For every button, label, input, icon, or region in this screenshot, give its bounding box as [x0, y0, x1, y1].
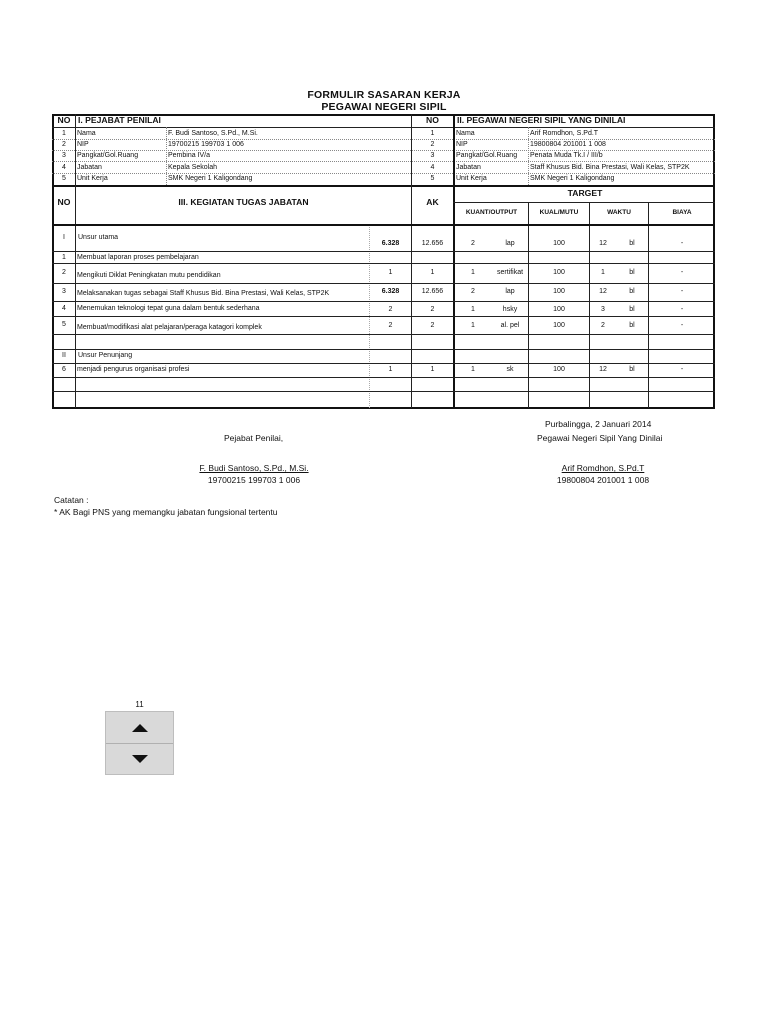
- arrow-down-icon: [132, 755, 148, 763]
- row-no: II: [62, 352, 66, 359]
- row-waktu: 12: [599, 366, 607, 373]
- biaya-header: BIAYA: [672, 209, 692, 216]
- pejabat-pangkat-value: Pembina IV/a: [168, 152, 211, 159]
- pejabat-row-label: NIP: [77, 141, 89, 148]
- row-kuant-unit: lap: [505, 288, 515, 295]
- previous-page-button[interactable]: [106, 712, 173, 744]
- pegawai-nip-value: 19800804 201001 1 008: [530, 141, 606, 148]
- place-date: Purbalingga, 2 Januari 2014: [545, 419, 652, 429]
- row-waktu: 2: [601, 322, 605, 329]
- row-waktu: 1: [601, 269, 605, 276]
- row-kuant-unit: hsky: [502, 306, 518, 313]
- row-value: 2: [388, 322, 393, 329]
- page-number: 11: [135, 700, 144, 709]
- row-waktu-unit: bl: [629, 306, 635, 313]
- row-waktu: 3: [601, 306, 605, 313]
- pejabat-role: Pejabat Penilai,: [224, 433, 284, 443]
- note-text: * AK Bagi PNS yang memangku jabatan fungsional tertentu: [54, 507, 278, 517]
- row-waktu-unit: bl: [629, 240, 635, 247]
- pejabat-signature-nip: 19700215 199703 1 006: [207, 475, 301, 485]
- arrow-up-icon: [132, 724, 148, 732]
- row-kual: 100: [553, 288, 565, 295]
- pejabat-nip-value: 19700215 199703 1 006: [168, 141, 244, 148]
- row-kegiatan: Membuat/modifikasi alat pelajaran/peraga katagori komplek: [77, 324, 262, 331]
- row-kegiatan: Melaksanakan tugas sebagai Staff Khusus Bid. Bina Prestasi, Wali Kelas, STP2K: [77, 290, 330, 297]
- row-waktu: 12: [599, 288, 607, 295]
- row-no: I: [63, 234, 65, 241]
- pegawai-jabatan-value: Staff Khusus Bid. Bina Prestasi, Wali Kelas, STP2K: [530, 164, 690, 171]
- pejabat-row-label: Pangkat/Gol.Ruang: [77, 152, 139, 159]
- row-kuant: 1: [471, 366, 475, 373]
- kegiatan-no-header: NO: [57, 197, 71, 207]
- left-no-header: NO: [57, 115, 71, 125]
- row-kuant-unit: sk: [506, 366, 514, 373]
- pegawai-name-value: Arif Romdhon, S.Pd.T: [530, 130, 599, 137]
- pejabat-unit-value: SMK Negeri 1 Kaligondang: [168, 175, 253, 182]
- pejabat-signature-name: F. Budi Santoso, S.Pd., M.Si.: [199, 463, 309, 473]
- kegiatan-header: III. KEGIATAN TUGAS JABATAN: [178, 197, 309, 207]
- row-biaya: -: [680, 288, 684, 295]
- pegawai-row-no: 1: [430, 130, 435, 137]
- note-title: Catatan :: [54, 495, 89, 505]
- row-value: 2: [388, 306, 393, 313]
- row-waktu-unit: bl: [629, 322, 635, 329]
- row-kuant: 1: [471, 322, 475, 329]
- row-kual: 100: [553, 269, 565, 276]
- row-kegiatan: Unsur utama: [78, 234, 119, 241]
- pegawai-row-no: 5: [430, 175, 435, 182]
- row-biaya: -: [680, 269, 684, 276]
- pegawai-row-label: Jabatan: [456, 164, 481, 171]
- row-no: 1: [62, 254, 66, 261]
- pejabat-jabatan-value: Kepala Sekolah: [168, 164, 218, 171]
- row-ak: 12.656: [421, 288, 444, 295]
- row-biaya: -: [680, 322, 684, 329]
- form-subtitle: PEGAWAI NEGERI SIPIL: [321, 101, 447, 113]
- next-page-button[interactable]: [106, 743, 173, 774]
- row-ak: 12.656: [421, 240, 444, 247]
- row-kegiatan: Mengikuti Diklat Peningkatan mutu pendidikan: [77, 272, 221, 279]
- row-value: 6.328: [381, 288, 400, 295]
- row-kuant: 1: [471, 306, 475, 313]
- pegawai-unit-value: SMK Negeri 1 Kaligondang: [530, 175, 615, 182]
- row-kual: 100: [553, 306, 565, 313]
- row-kual: 100: [553, 240, 565, 247]
- row-no: 6: [62, 366, 66, 373]
- pegawai-row-label: Nama: [456, 130, 475, 137]
- waktu-header: WAKTU: [607, 209, 631, 216]
- target-header: TARGET: [567, 188, 603, 198]
- row-ak: 1: [430, 366, 435, 373]
- pejabat-row-no: 1: [62, 130, 66, 137]
- row-kegiatan: menjadi pengurus organisasi profesi: [77, 366, 190, 373]
- row-biaya: -: [680, 366, 684, 373]
- row-ak: 2: [430, 322, 435, 329]
- pejabat-row-no: 4: [62, 164, 66, 171]
- row-biaya: -: [680, 240, 684, 247]
- row-no: 4: [62, 305, 66, 312]
- pejabat-penilai-header: I. PEJABAT PENILAI: [78, 115, 161, 125]
- pejabat-row-label: Jabatan: [77, 164, 102, 171]
- pegawai-dinilai-header: II. PEGAWAI NEGERI SIPIL YANG DINILAI: [457, 115, 626, 125]
- pejabat-row-no: 2: [62, 141, 66, 148]
- row-kegiatan: Unsur Penunjang: [78, 352, 133, 359]
- pejabat-row-label: Nama: [77, 130, 96, 137]
- pegawai-pangkat-value: Penata Muda Tk.I / III/b: [530, 152, 603, 159]
- pegawai-row-no: 4: [430, 164, 435, 171]
- row-no: 2: [62, 269, 66, 276]
- row-kuant: 2: [471, 240, 475, 247]
- kuant-output-header: KUANT/OUTPUT: [465, 209, 518, 216]
- row-no: 3: [62, 288, 66, 295]
- pejabat-row-label: Unit Kerja: [77, 175, 108, 182]
- row-ak: 1: [430, 269, 435, 276]
- form-title: FORMULIR SASARAN KERJA: [307, 89, 461, 101]
- row-waktu-unit: bl: [629, 288, 635, 295]
- right-no-header: NO: [426, 115, 439, 125]
- pegawai-row-label: Unit Kerja: [456, 175, 487, 182]
- row-kuant-unit: lap: [505, 240, 515, 247]
- row-ak: 2: [430, 306, 435, 313]
- row-kual: 100: [553, 322, 565, 329]
- row-kuant-unit: sertifikat: [496, 269, 524, 276]
- pegawai-row-no: 3: [430, 152, 435, 159]
- row-kegiatan: Menemukan teknologi tepat guna dalam bentuk sederhana: [77, 305, 260, 312]
- pejabat-row-no: 3: [62, 152, 66, 159]
- row-kual: 100: [553, 366, 565, 373]
- kual-mutu-header: KUAL/MUTU: [539, 209, 579, 216]
- pegawai-signature-nip: 19800804 201001 1 008: [556, 475, 650, 485]
- row-waktu: 12: [599, 240, 607, 247]
- pegawai-row-label: NIP: [456, 141, 468, 148]
- pejabat-name-value: F. Budi Santoso, S.Pd., M.Si.: [168, 130, 258, 137]
- pejabat-row-no: 5: [62, 175, 66, 182]
- pegawai-row-label: Pangkat/Gol.Ruang: [456, 152, 518, 159]
- row-kuant: 1: [471, 269, 475, 276]
- row-waktu-unit: bl: [629, 366, 635, 373]
- page-navigator: [105, 711, 174, 775]
- pegawai-row-no: 2: [430, 141, 435, 148]
- row-biaya: -: [680, 306, 684, 313]
- row-value: 1: [388, 269, 393, 276]
- row-kegiatan: Membuat laporan proses pembelajaran: [77, 254, 199, 261]
- pegawai-role: Pegawai Negeri Sipil Yang Dinilai: [537, 433, 663, 443]
- row-kuant: 2: [471, 288, 475, 295]
- ak-header: AK: [426, 197, 439, 207]
- row-value: 6.328: [381, 240, 400, 247]
- pegawai-signature-name: Arif Romdhon, S.Pd.T: [561, 463, 645, 473]
- row-kuant-unit: al. pel: [500, 322, 520, 329]
- row-waktu-unit: bl: [629, 269, 635, 276]
- row-value: 1: [388, 366, 393, 373]
- row-no: 5: [62, 321, 66, 328]
